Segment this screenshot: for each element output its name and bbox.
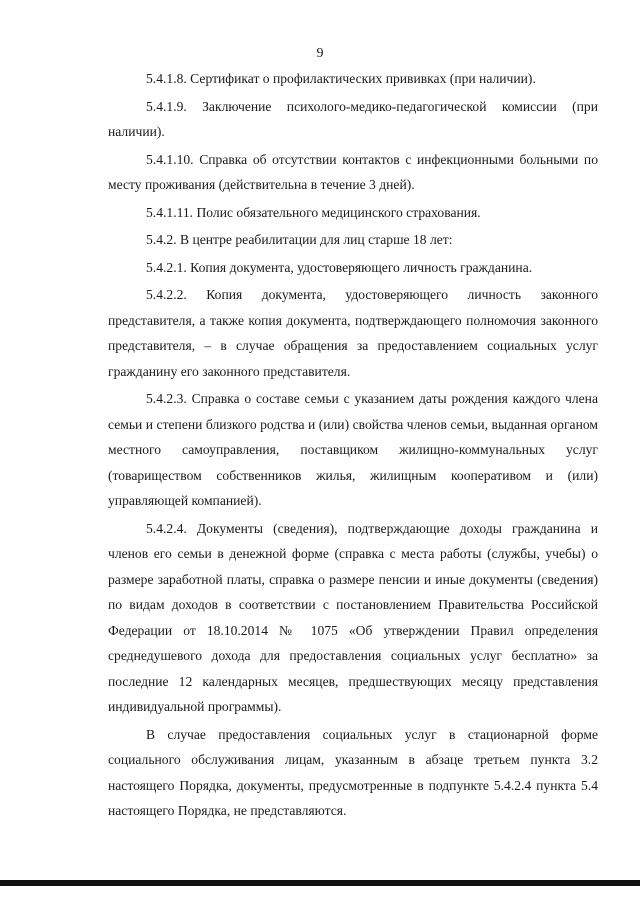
- document-body: [108, 66, 598, 826]
- paragraph-5-4-2-1: 5.4.2.1. Копия документа, удостоверяющего личность гражданина.: [146, 259, 533, 275]
- paragraph-5-4-2-2: 5.4.2.2. Копия документа, удостоверяющего личность законного представителя, а также копия документа, подтверждающего полномочия законного представителя, – в случае обращения за предоставлением социальных услуг гражданину его законного представителя.: [108, 287, 598, 379]
- page-number: 9: [316, 46, 324, 61]
- paragraph-5-4-2-3: 5.4.2.3. Справка о составе семьи с указанием даты рождения каждого члена семьи и степени близкого родства и (или) свойства членов семьи, выданная органом местного самоуправления, поставщиком жилищно-коммунальных услуг (товариществом собственников жилья, жилищным кооперативом и (или) управляющей компанией).: [108, 391, 598, 508]
- paragraph-5-4-1-9: 5.4.1.9. Заключение психолого-медико-педагогической комиссии (при наличии).: [108, 98, 598, 139]
- paragraph-closing-note: В случае предоставления социальных услуг в стационарной форме социального обслуживания лицам, указанным в абзаце третьем пункта 3.2 настоящего Порядка, документы, предусмотренные в подпункте 5.4.2.4 пункта 5.4 настоящего Порядка, не представляются.: [108, 726, 598, 818]
- paragraph-5-4-2: 5.4.2. В центре реабилитации для лиц старше 18 лет:: [146, 232, 453, 247]
- paragraph-5-4-1-8: 5.4.1.8. Сертификат о профилактических прививках (при наличии).: [146, 71, 536, 86]
- paragraph-5-4-2-4: 5.4.2.4. Документы (сведения), подтверждающие доходы гражданина и членов его семьи в денежной форме (справка с места работы (службы, учебы) о размере заработной платы, справка о размере пенсии и иные документы (сведения) по видам доходов в соответствии с постановлением Правительства Российской Федерации от 18.10.2014 № 1075 «Об утверждении Правил определения среднедушевого дохода для предоставления социальных услуг бесплатно» за последние 12 календарных месяцев, предшествующих месяцу представления индивидуальной программы).: [108, 520, 598, 714]
- scan-edge-bar: [0, 880, 640, 886]
- paragraph-5-4-1-11: 5.4.1.11. Полис обязательного медицинского страхования.: [146, 204, 481, 220]
- paragraph-5-4-1-10: 5.4.1.10. Справка об отсутствии контактов с инфекционными больными по месту проживания (действительна в течение 3 дней).: [108, 151, 598, 192]
